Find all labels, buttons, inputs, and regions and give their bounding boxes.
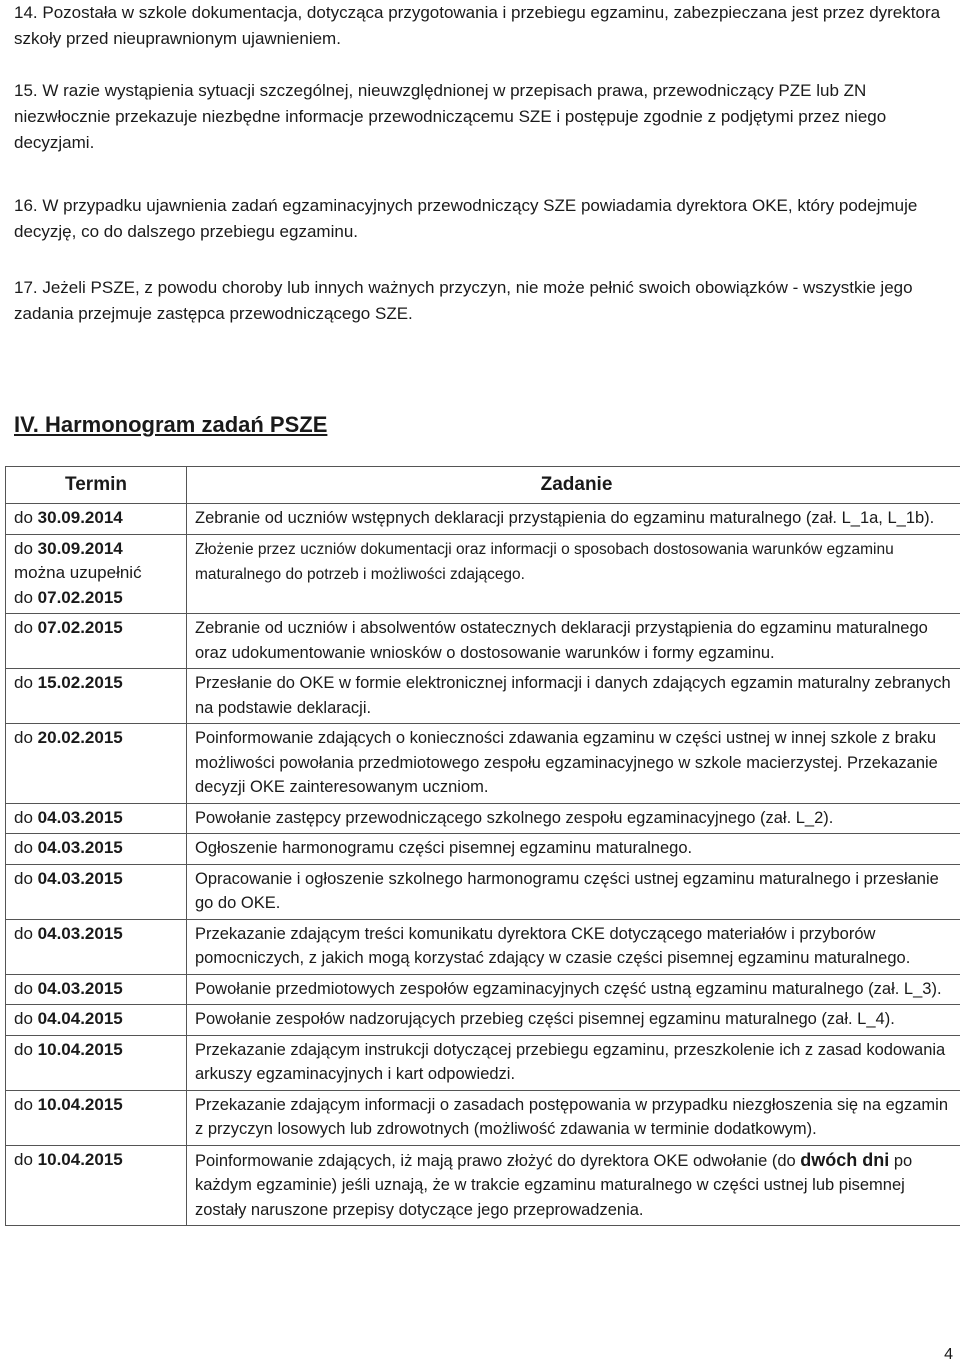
row-task: Opracowanie i ogłoszenie szkolnego harmonogramu części ustnej egzaminu maturalnego i przesłanie go do OKE.: [187, 864, 960, 919]
table-row: [6, 1090, 960, 1145]
table-row: [6, 504, 960, 535]
row-date: do 07.02.2015: [6, 614, 187, 669]
row-date: do 20.02.2015: [6, 724, 187, 804]
row-note: można uzupełnić: [14, 563, 142, 582]
row-date: do 10.04.2015: [6, 1145, 187, 1226]
row-task: Powołanie przedmiotowych zespołów egzaminacyjnych część ustną egzaminu maturalnego (zał. L_3).: [187, 974, 960, 1005]
schedule-table-wrapper: [5, 466, 960, 1226]
row-task: Zebranie od uczniów i absolwentów ostatecznych deklaracji przystąpienia do egzaminu maturalnego oraz udokumentowanie wniosków o dostosowanie warunków i formy egzaminu.: [187, 614, 960, 669]
table-row: [6, 864, 960, 919]
table-row: [6, 1145, 960, 1226]
row-date: do 15.02.2015: [6, 669, 187, 724]
header-termin: Termin: [6, 467, 187, 504]
row-task: Powołanie zespołów nadzorujących przebieg części pisemnej egzaminu maturalnego (zał. L_4).: [187, 1005, 960, 1036]
row-task: Poinformowanie zdających, iż mają prawo złożyć do dyrektora OKE odwołanie (do dwóch dni po każdym egzaminie) jeśli uznają, że w trakcie egzaminu maturalnego w części ustnej lub pisemnej zostały naruszone przepisy dotyczące jego przeprowadzenia.: [187, 1145, 960, 1226]
row-task: Poinformowanie zdających o konieczności zdawania egzaminu w części ustnej w innej szkole z braku możliwości powołania przedmiotowego zespołu egzaminacyjnego w szkole macierzystej. Przekazanie decyzji OKE zainteresowanym uczniom.: [187, 724, 960, 804]
emphasis-bold: dwóch dni: [800, 1149, 890, 1170]
table-row: [6, 614, 960, 669]
row-task: Przekazanie zdającym instrukcji dotyczącej przebiegu egzaminu, przeszkolenie ich z zasad kodowania arkuszy egzaminacyjnych i kart odpowiedzi.: [187, 1035, 960, 1090]
paragraph-16: 16. W przypadku ujawnienia zadań egzaminacyjnych przewodniczący SZE powiadamia dyrektora OKE, który podejmuje decyzję, co do dalszego przebiegu egzaminu.: [14, 196, 918, 241]
row-date: do 10.04.2015: [6, 1090, 187, 1145]
paragraph-14: 14. Pozostała w szkole dokumentacja, dotycząca przygotowania i przebiegu egzaminu, zabezpieczana jest przez dyrektora szkoły przed nieuprawnionym ujawnieniem.: [14, 3, 941, 48]
row-task: Przesłanie do OKE w formie elektronicznej informacji i danych zdających egzamin maturalny zebranych na podstawie deklaracji.: [187, 669, 960, 724]
table-row: [6, 919, 960, 974]
schedule-table: [5, 466, 960, 1226]
table-row: [6, 669, 960, 724]
row-task: Powołanie zastępcy przewodniczącego szkolnego zespołu egzaminacyjnego (zał. L_2).: [187, 803, 960, 834]
header-zadanie: Zadanie: [187, 467, 960, 504]
row-date: do 04.03.2015: [6, 803, 187, 834]
row-task: Przekazanie zdającym treści komunikatu dyrektora CKE dotyczącego materiałów i przyborów pomocniczych, z jakich mogą korzystać zdający w czasie części pisemnej egzaminu maturalnego.: [187, 919, 960, 974]
table-row: [6, 803, 960, 834]
row-date: do 30.09.2014 można uzupełnić do 07.02.2015: [6, 534, 187, 614]
table-row: [6, 534, 960, 614]
table-row: [6, 1005, 960, 1036]
table-row: [6, 834, 960, 865]
row-date: do 04.03.2015: [6, 834, 187, 865]
page-number: 4: [944, 1346, 953, 1363]
section-title: IV. Harmonogram zadań PSZE: [14, 412, 328, 437]
row-date: do 04.04.2015: [6, 1005, 187, 1036]
paragraph-15: 15. W razie wystąpienia sytuacji szczególnej, nieuwzględnionej w przepisach prawa, przewodniczący PZE lub ZN niezwłocznie przekazuje niezbędne informacje przewodniczącemu SZE i postępuje zgodnie z podjętymi przez niego decyzjami.: [14, 81, 887, 152]
table-row: [6, 1035, 960, 1090]
table-row: [6, 974, 960, 1005]
table-row: [6, 724, 960, 804]
table-header-row: [6, 467, 960, 504]
row-date: do 04.03.2015: [6, 919, 187, 974]
row-date: do 30.09.2014: [6, 504, 187, 535]
paragraph-17: 17. Jeżeli PSZE, z powodu choroby lub innych ważnych przyczyn, nie może pełnić swoich obowiązków - wszystkie jego zadania przejmuje zastępca przewodniczącego SZE.: [14, 278, 913, 323]
row-task: Ogłoszenie harmonogramu części pisemnej egzaminu maturalnego.: [187, 834, 960, 865]
row-date: do 04.03.2015: [6, 974, 187, 1005]
row-date: do 04.03.2015: [6, 864, 187, 919]
row-task: Zebranie od uczniów wstępnych deklaracji przystąpienia do egzaminu maturalnego (zał. L_1a, L_1b).: [187, 504, 960, 535]
row-date: do 10.04.2015: [6, 1035, 187, 1090]
row-task: Złożenie przez uczniów dokumentacji oraz informacji o sposobach dostosowania warunków egzaminu maturalnego do potrzeb i możliwości zdającego.: [187, 534, 960, 614]
row-task: Przekazanie zdającym informacji o zasadach postępowania w przypadku niezgłoszenia się na egzamin z przyczyn losowych lub zdrowotnych (możliwość zdawania w terminie dodatkowym).: [187, 1090, 960, 1145]
